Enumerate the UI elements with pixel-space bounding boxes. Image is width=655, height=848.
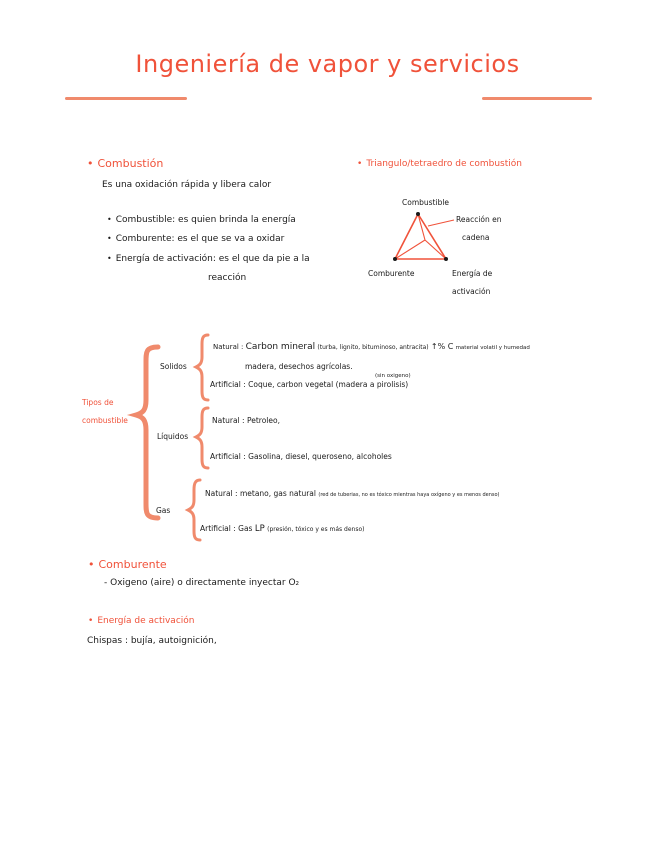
gas-artificial-prefix: Artificial : Gas <box>200 524 253 533</box>
comburente-heading-text: Comburente <box>98 558 167 571</box>
vertex-left <box>393 257 397 261</box>
solidos-natural-main: Carbon mineral <box>245 342 316 352</box>
triangle-label-top: Combustible <box>402 198 450 207</box>
solidos-natural-line2: madera, desechos agrícolas. <box>245 362 353 371</box>
solidos-artificial-text: Coque, carbon vegetal (madera a pirolisis) <box>248 380 409 389</box>
triangle-label-left: Comburente <box>368 269 415 278</box>
vertex-top <box>416 212 420 216</box>
solidos-artificial-note: (sin oxigeno) <box>375 373 411 379</box>
triangle-edge-right <box>418 214 446 259</box>
solidos-natural-c: ↑% C <box>430 342 454 351</box>
combustion-item-2-text: Comburente: es el que se va a oxidar <box>115 234 285 244</box>
combustion-item-1: • Combustible: es quien brinda la energía <box>107 215 296 225</box>
liquidos-label: Líquidos <box>157 432 189 441</box>
gas-natural-paren: (red de tuberias, no es tóxico mientras haya oxígeno y es menos denso) <box>318 492 500 498</box>
gas-natural-prefix: Natural : <box>205 489 238 498</box>
combustion-item-2: • Comburente: es el que se va a oxidar <box>107 234 285 244</box>
combustion-item-1-text: Combustible: es quien brinda la energía <box>115 215 296 225</box>
gas-natural <box>205 489 500 498</box>
solidos-natural-tail: material volatil y humedad <box>455 345 530 351</box>
energia-heading-text: Energía de activación <box>97 616 195 626</box>
combustion-item-3: • Energía de activación: es el que da pie a la <box>107 254 310 264</box>
energia-text: Chispas : bujía, autoignición, <box>87 636 217 646</box>
gas-artificial-lp: LP <box>254 524 265 534</box>
brace-gas <box>188 480 200 540</box>
solidos-natural-prefix: Natural : <box>213 343 244 351</box>
energia-heading: • Energía de activación <box>88 616 195 626</box>
liquidos-natural: Natural : Petroleo, <box>212 416 280 425</box>
solidos-artificial-prefix: Artificial : <box>210 380 246 389</box>
triangle-label-right-1: Energía de <box>452 269 493 278</box>
solidos-natural <box>213 342 530 352</box>
vertex-right <box>444 257 448 261</box>
solidos-label: Solidos <box>160 362 187 371</box>
gas-artificial-paren: (presión, tóxico y es más denso) <box>267 526 365 533</box>
triangle-label-reaction-2: cadena <box>462 233 490 242</box>
comburente-item: - Oxigeno (aire) o directamente inyectar O₂ <box>104 578 300 588</box>
brace-solidos <box>196 335 208 400</box>
gas-label: Gas <box>156 506 171 515</box>
brace-liquidos <box>196 408 208 468</box>
tipos-label-1: Tipos de <box>82 398 114 407</box>
combustion-heading: • Combustión <box>87 157 164 170</box>
triangle-inner-edge-1 <box>418 214 425 240</box>
triangle-label-reaction-1: Reacción en <box>456 215 502 224</box>
liquidos-artificial: Artificial : Gasolina, diesel, queroseno, alcoholes <box>210 452 392 461</box>
solidos-natural-paren: (turba, lignito, bituminoso, antracita) <box>317 344 429 351</box>
comburente-heading: • Comburente <box>88 558 167 571</box>
reaction-pointer <box>428 220 454 226</box>
gas-artificial <box>200 524 365 534</box>
triangle-heading: • Triangulo/tetraedro de combustión <box>357 159 522 169</box>
triangle-heading-text: Triangulo/tetraedro de combustión <box>366 159 522 169</box>
gas-natural-text: metano, gas natural <box>239 489 316 498</box>
combustion-item-3-text: Energía de activación: es el que da pie a la <box>115 254 310 264</box>
combustion-definition: Es una oxidación rápida y libera calor <box>102 180 272 190</box>
combustion-item-3-cont: reacción <box>208 273 247 283</box>
tipos-label-2: combustible <box>82 416 128 425</box>
triangle-label-right-2: activación <box>452 287 491 296</box>
brace-main <box>136 347 158 518</box>
combustion-triangle-diagram <box>395 214 454 259</box>
page-title: Ingeniería de vapor y servicios <box>135 50 520 78</box>
combustion-heading-text: Combustión <box>97 157 164 170</box>
solidos-artificial <box>210 380 408 389</box>
